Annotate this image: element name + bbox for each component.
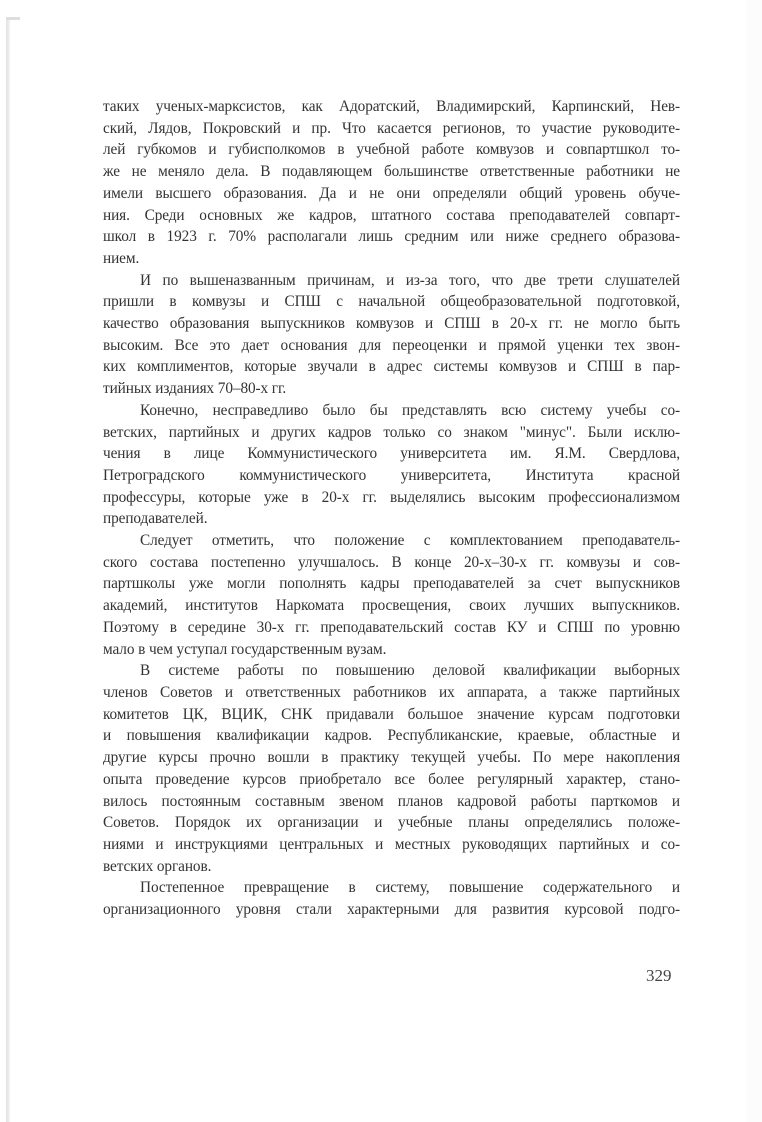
text-line: комитетов ЦК, ВЦИК, СНК придавали большое значение курсам подготовки [103, 705, 680, 723]
text-line: тийных изданиях 70–80-х гг. [103, 380, 287, 398]
text-line: ния. Среди основных же кадров, штатного состава преподавателей совпарт- [103, 206, 680, 224]
text-line: организационного уровня стали характерными для развития курсовой подго- [103, 901, 680, 919]
paragraph [103, 877, 680, 920]
text-line: академий, институтов Наркомата просвещения, своих лучших выпускников. [103, 597, 680, 615]
page-left-edge-shadow [6, 18, 10, 1122]
text-line: партшколы уже могли пополнять кадры преподавателей за счет выпускников [103, 575, 680, 593]
text-line: школ в 1923 г. 70% располагали лишь средним или ниже среднего образова- [103, 228, 680, 246]
text-line: профессуры, которые уже в 20-х гг. выделялись высоким профессионализмом [103, 488, 680, 506]
text-line: таких ученых-марксистов, как Адоратский, Владимирский, Карпинский, Нев- [103, 98, 680, 115]
text-line: же не меняло дела. В подавляющем большинстве ответственные работники не [103, 163, 680, 181]
text-line: мало в чем уступал государственным вузам. [103, 640, 387, 658]
paragraph [103, 400, 680, 530]
text-line: ниями и инструкциями центральных и местных руководящих партийных и со- [103, 835, 680, 853]
text-line: ких комплиментов, которые звучали в адрес системы комвузов и СПШ в пар- [103, 358, 680, 376]
text-line: вилось постоянным составным звеном планов кадровой работы парткомов и [103, 792, 680, 810]
text-line: чения в лице Коммунистического университета им. Я.М. Свердлова, [103, 445, 680, 463]
text-line: пришли в комвузы и СПШ с начальной общеобразовательной подготовкой, [103, 293, 680, 311]
text-line: И по вышеназванным причинам, и из-за того, что две трети слушателей [140, 271, 680, 289]
text-line: опыта проведение курсов приобретало все более регулярный характер, стано- [103, 770, 680, 788]
paragraph [103, 530, 680, 660]
text-line: Постепенное превращение в систему, повышение содержательного и [140, 879, 680, 897]
text-line: Поэтому в середине 30-х гг. преподавательский состав КУ и СПШ по уровню [103, 618, 680, 636]
text-line: ского состава постепенно улучшалось. В конце 20-х–30-х гг. комвузы и сов- [103, 553, 680, 571]
page-right-edge-shadow [746, 0, 762, 1122]
text-line: Конечно, несправедливо было бы представлять всю систему учебы со- [140, 401, 680, 419]
page-number: 329 [646, 966, 672, 985]
page-top-edge-shadow [6, 17, 20, 20]
text-line: преподавателей. [103, 510, 208, 528]
text-line: ский, Лядов, Покровский и пр. Что касается регионов, то участие руководите- [103, 119, 680, 137]
paragraph [103, 270, 680, 400]
text-line: членов Советов и ответственных работников их аппарата, а также партийных [103, 683, 680, 701]
text-line: В системе работы по повышению деловой квалификации выборных [140, 662, 680, 680]
text-line: Следует отметить, что положение с комплектованием преподаватель- [140, 532, 680, 550]
text-line: имели высшего образования. Да и не они определяли общий уровень обуче- [103, 184, 680, 202]
page-body-text [103, 96, 680, 921]
text-line: нием. [103, 249, 140, 267]
paragraph [103, 96, 680, 270]
text-line: и повышения квалификации кадров. Республиканские, краевые, областные и [103, 727, 680, 745]
text-line: ветских органов. [103, 857, 212, 875]
text-line: ветских, партийных и других кадров только со знаком "минус". Были исклю- [103, 423, 680, 441]
text-line: Петроградского коммунистического университета, Института красной [103, 466, 680, 484]
paragraph [103, 660, 680, 877]
text-line: высоким. Все это дает основания для переоценки и прямой уценки тех звон- [103, 336, 680, 354]
text-line: другие курсы прочно вошли в практику текущей учебы. По мере накопления [103, 749, 680, 767]
text-line: Советов. Порядок их организации и учебные планы определялись положе- [103, 814, 680, 832]
text-line: лей губкомов и губисполкомов в учебной работе комвузов и совпартшкол то- [103, 141, 680, 159]
text-line: качество образования выпускников комвузов и СПШ в 20-х гг. не могло быть [103, 315, 680, 333]
